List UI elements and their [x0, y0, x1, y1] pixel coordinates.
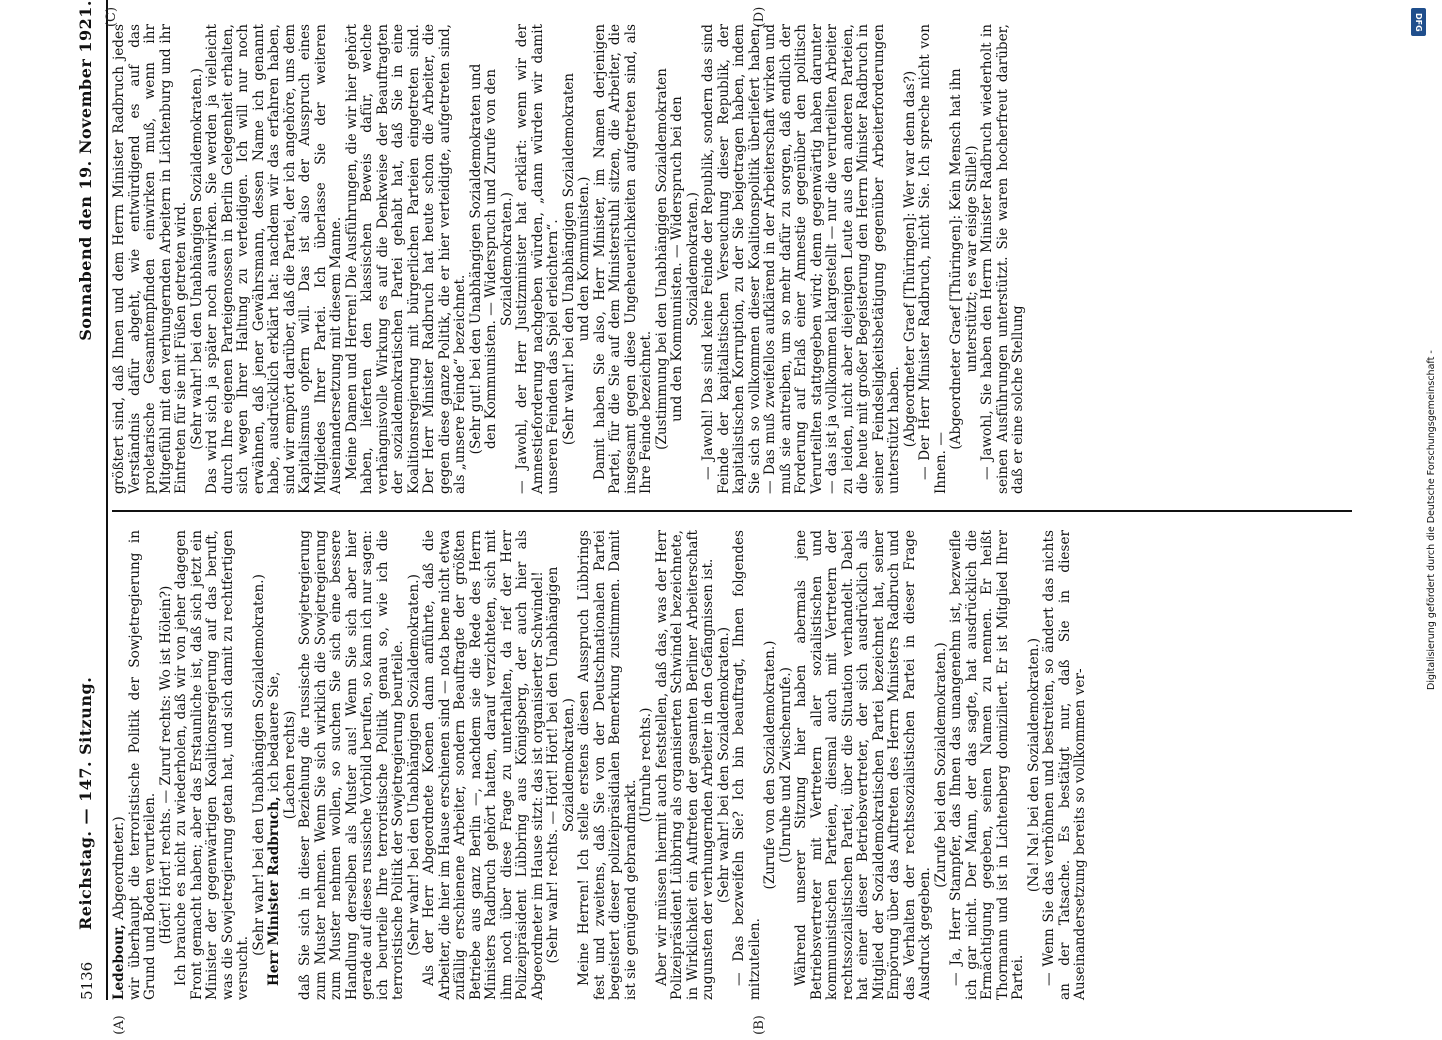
- dfg-logo-text: DFG: [1414, 12, 1423, 32]
- interjection: (Sehr wahr! bei den Unabhängigen Sozialdemokraten und den Kommunisten.): [560, 72, 592, 446]
- paragraph: Das wird sich ja später noch auswirken. Sie werden ja vielleicht durch Ihre eigenen Parteigenossen in Berlin Gelegenheit erhalten, sich wegen Ihrer Haltung zu verteidigen. Ich will nur noch erwähnen, daß jener Gewährsmann, dessen Name ich genannt habe, ausdrücklich erklärt hat: nachdem wir das erfahren haben, sind wir empört darüber, daß die Partei, der ich angehöre, uns dem Kapitalismus opfern will. Das ist also der Ausspruch eines Mitgliedes Ihrer Partei. Ich überlasse Sie der weiteren Auseinandersetzung mit diesem Manne.: [204, 24, 344, 494]
- speaker-name: Ledebour,: [111, 924, 127, 1000]
- running-header: [74, 0, 104, 1000]
- paragraph: ich bedauere Sie,: [266, 671, 282, 793]
- paragraph: — Der Herr Minister Radbruch, nicht Sie. Ich spreche nicht von Ihnen. —: [917, 24, 949, 494]
- header-title: Reichstag. — 147. Sitzung.: [76, 676, 95, 930]
- header-date: Sonnabend den 19. November 1921.: [76, 0, 95, 341]
- header-rule: [106, 0, 108, 1000]
- paragraph: — Das bezweifeln Sie? Ich bin beauftragt, Ihnen folgendes mitzuteilen.: [731, 530, 763, 1000]
- paragraph: Aber wir müssen hiermit auch feststellen, daß das, was der Herr Polizeipräsident Lübbring als organisierten Schwindel bezeichnete, in Wirklichkeit ein Auftreten der gesamten Berliner Arbeiterschaft zugunsten der verhungernden Arbeiter in den Gefängnissen ist.: [653, 530, 716, 1000]
- margin-mark-b: (B): [752, 1015, 767, 1035]
- interjection: (Zurufe bei den Sozialdemokraten.): [932, 642, 949, 888]
- paragraph: Als der Herr Abgeordnete Koenen dann anführte, daß die Arbeiter, die hier im Hause erschienen sind — nota bene nicht etwa zufällig erschienene Arbeiter, sondern Beauftragte der größten Betriebe aus ganz Berlin —, nachdem sie die Rede des Herrn Ministers Radbruch gehört hatten, darauf verzichteten, sich mit ihm noch über diese Frage zu unterhalten, da rief der Herr Polizeipräsident Lübbring aus Königsberg, der auch hier als Abgeordneter im Hause sitzt: das ist organisierter Schwindel!: [421, 530, 546, 1000]
- interjection: (Sehr wahr! bei den Unabhängigen Sozialdemokraten.): [405, 574, 422, 956]
- speaker-role: Abgeordneter.): [111, 816, 127, 920]
- column-divider: [112, 510, 1352, 512]
- interjection: (Zustimmung bei den Unabhängigen Sozialdemokraten und den Kommunisten. — Widerspruch bei den Sozialdemokraten.): [653, 68, 701, 450]
- paragraph: — Jawohl, der Herr Justizminister hat erklärt: wenn wir der Amnestieforderung nachgeben würden, „dann würden wir damit unseren Feinden das Spiel erleichtern“.: [514, 24, 561, 494]
- dfg-logo: [1411, 8, 1426, 36]
- page-number: 5136: [78, 961, 96, 1000]
- interjection: (Zurufe von den Sozialdemokraten.): [762, 640, 778, 890]
- right-column: [112, 24, 1357, 494]
- interjection: (Sehr wahr! bei den Sozialdemokraten.): [715, 626, 732, 904]
- rotated-page: [70, 0, 1370, 1035]
- margin-mark-a: (A): [112, 1015, 127, 1035]
- paragraph: Meine Herren! Ich stelle erstens diesen Ausspruch Lübbrings fest und zweitens, daß Sie von der Deutschnationalen Partei begeistert dieser polizeipräsidialen Bemerkung zustimmen. Damit ist sie genügend gebrandmarkt.: [576, 530, 639, 1000]
- text-columns: [104, 0, 1372, 1035]
- interjection: (Na! Na! bei den Sozialdemokraten.): [1025, 637, 1042, 893]
- paragraph: — Jawohl! Das sind keine Feinde der Republik, sondern das sind Feinde der kapitalistischen Verseuchung dieser Republik, der kapitalistischen Korruption, zu der Sie beigetragen haben, indem Sie sich so vollkommen dieser Koalitionspolitik überliefert haben. — Das muß zweifellos aufklärend in der Arbeiterschaft wirken und muß sie antreiben, um so mehr dafür zu sorgen, daß endlich der Forderung auf Erlaß einer Amnestie gegenüber den politisch Verurteilten stattgegeben wird; denn gegenwärtig haben darunter — das ist ja vollkommen klargestellt — nur die verurteilten Arbeiter zu leiden, nicht aber diejenigen Leute aus den anderen Parteien, die heute mit großer Begeisterung den Herrn Minister Radbruch in seiner Feindseligkeitsbetätigung gegenüber Arbeiterforderungen unterstützt haben.: [700, 24, 902, 494]
- paragraph: [112, 530, 128, 1000]
- paragraph: Während unserer Sitzung hier haben abermals jene Betriebsvertreter mit Vertretern aller sozialistischen und kommunistischen Parteien, diesmal auch mit Vertretern der rechtssozialistischen Partei, über die Situation verhandelt. Dabei hat einer dieser Betriebsvertreter, der sich ausdrücklich als Mitglied der Sozialdemokratischen Partei bezeichnet hat, seiner Empörung über das Auftreten des Herrn Ministers Radbruch und das Verhalten der rechtssozialistischen Partei in dieser Frage Ausdruck gegeben.: [793, 530, 933, 1000]
- interjection: (Sehr wahr! rechts. — Hört! Hört! bei den Unabhängigen Sozialdemokraten.): [545, 566, 577, 964]
- paragraph: daß Sie sich in dieser Beziehung die russische Sowjetregierung zum Muster nehmen. Wenn Sie sich wirklich die Sowjetregierung zum Muster nehmen wollen, so suchen Sie sich eine bessere Handlung derselben als Muster aus! Wenn Sie sich aber hier gerade auf dieses russische Vorbild berufen, so kann ich nur sagen: ich beurteile Ihre terroristische Politik genau so, wie ich die terroristische Politik der Sowjetregierung beurteile.: [297, 530, 406, 1000]
- digitization-credit: Digitalisierung gefördert durch die Deutsche Forschungsgemeinschaft -: [1426, 350, 1437, 690]
- paragraph: — Wenn Sie das verhöhnen und bestreiten, so ändert das nichts an der Tatsache. Es bestätigt nur, daß Sie in dieser Auseinandersetzung bereits so vollkommen ver-: [1041, 530, 1088, 1000]
- digitization-note: [1408, 0, 1437, 1000]
- paragraph: wir überhaupt die terroristische Politik der Sowjetregierung in Grund und Boden verurteilen.: [126, 530, 158, 1000]
- paragraph: — Jawohl, Sie haben den Herrn Minister Radbruch wiederholt in seinen Ausführungen unterstützt. Sie waren hocherfreut darüber, daß er eine solche Stellung: [979, 24, 1026, 494]
- interjection: (Sehr wahr! bei den Unabhängigen Sozialdemokraten.): [188, 68, 205, 450]
- paragraph: — Ja, Herr Stampfer, das Ihnen das unangenehm ist, bezweifle ich gar nicht. Der Mann, der das sagte, hat ausdrücklich die Ermächtigung gegeben, seinen Namen zu nennen. Er heißt Thormann und ist in Lichtenberg domiziliert. Er ist Mitglied Ihrer Partei.: [948, 530, 1026, 1000]
- interjection: (Sehr gut! bei den Unabhängigen Sozialdemokraten und den Kommunisten. — Widerspruch und Zurufe von den Sozialdemokraten.): [467, 63, 515, 455]
- paragraph: Damit haben Sie also, Herr Minister, im Namen derjenigen Partei, für die Sie auf dem Ministerstuhl sitzen, die Arbeiter, die insgesamt gegen diese Ungeheuerlichkeiten aufgetreten sind, als Ihre Feinde bezeichnet.: [591, 24, 654, 494]
- paragraph: größtert sind, daß Ihnen und dem Herrn Minister Radbruch jedes Verständnis dafür abgeht, wie entwürdigend es auf das proletarische Gesamtempfinden einwirken muß, wenn ihr Mitgefühl mit den verhungernden Arbeitern in Lichtenburg und ihr Eintreten für sie mit Füßen getreten wird.: [111, 24, 189, 494]
- interjection: (Unruhe und Zwischenrufe.): [777, 667, 794, 863]
- interjection: (Lachen rechts): [281, 710, 298, 820]
- margin-mark-c: (C): [104, 6, 119, 28]
- interjection: (Sehr wahr! bei den Unabhängigen Sozialdemokraten.): [250, 574, 267, 956]
- margin-mark-d: (D): [752, 6, 767, 28]
- interjection: (Hört! Hört! rechts. — Zuruf rechts: Wo ist Hölein?): [157, 585, 174, 945]
- paragraph: Meine Damen und Herren! Die Ausführungen, die wir hier gehört haben, lieferten den klassischen Beweis dafür, welche verhängnisvolle Wirkung es auf die Denkweise der Beauftragten der sozialdemokratischen Partei gehabt hat, daß Sie in eine Koalitionsregierung mit bürgerlichen Parteien eingetreten sind. Der Herr Minister Radbruch hat heute schon die Arbeiter, die gegen diese ganze Politik, die er hier verteidigte, aufgetreten sind, als „unsere Feinde“ bezeichnet.: [343, 24, 468, 494]
- left-column: [112, 530, 1357, 1000]
- interjection: (Unruhe rechts.): [638, 707, 654, 823]
- speaker-name: Herr Minister Radbruch,: [266, 796, 282, 986]
- interjection: (Abgeordneter Graef [Thüringen]: Wer war denn das?): [901, 70, 918, 448]
- interjection: (Abgeordneter Graef [Thüringen]: Kein Mensch hat ihn unterstützt; es war eisige Stille!): [948, 68, 980, 450]
- paragraph: Ich brauche es nicht zu wiederholen, daß wir von jeher dagegen Front gemacht haben; aber das Erstaunliche ist, daß sich jetzt ein Minister der gegenwärtigen Koalitionsregierung auf das beruft, was die Sowjetregierung getan hat, und sich damit zu rechtfertigen versucht.: [173, 530, 251, 1000]
